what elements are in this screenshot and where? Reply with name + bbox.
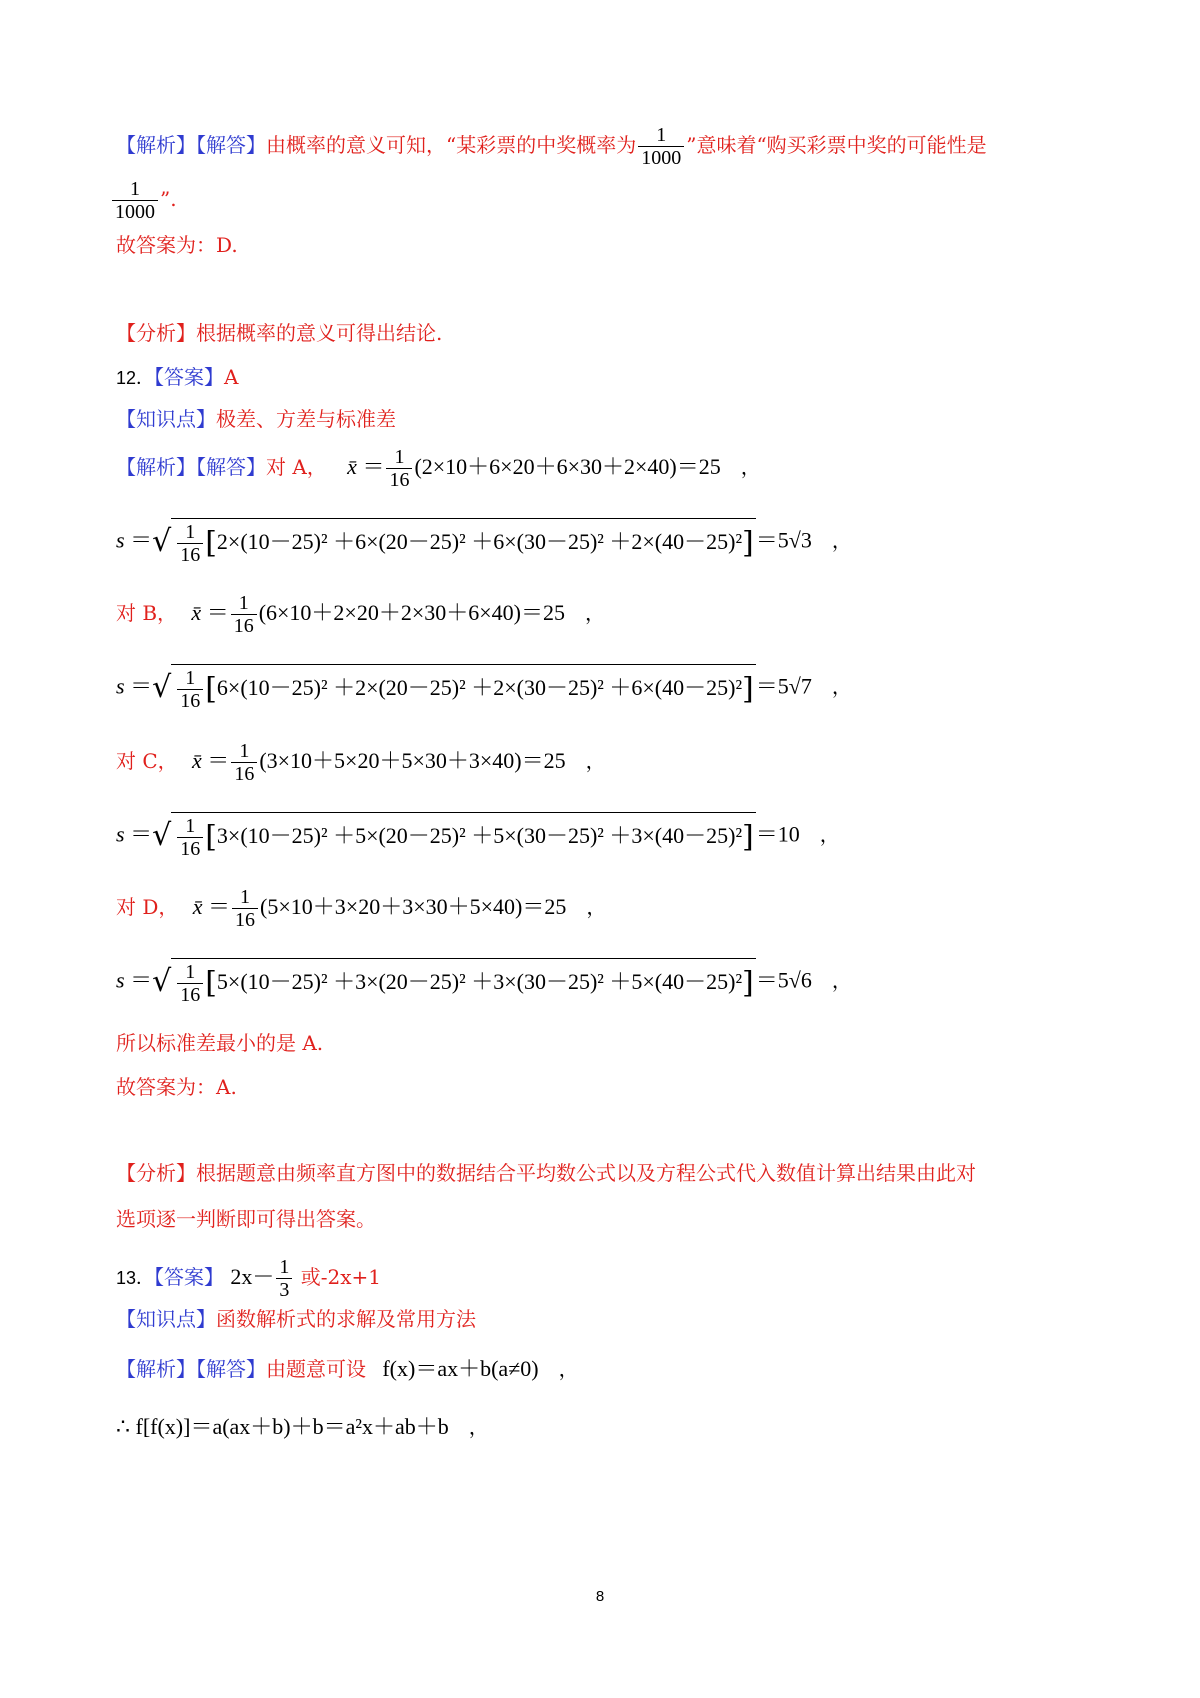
page-number: 8	[595, 1588, 605, 1605]
mean-d-expr: (5×10＋3×20＋3×30＋5×40)＝25	[260, 894, 567, 919]
fenxi-text: 根据概率的意义可得出结论.	[196, 321, 443, 345]
sd-d-expr: 5×(10－25)² ＋3×(20－25)² ＋3×(30－25)² ＋5×(40－25)²	[216, 969, 743, 994]
q12-sd-d: s ＝√ $\frac{1}{16}$ [5×(10－25)² ＋3×(20－25)² ＋3×(30－25)² ＋5×(40－25)²]＝5√6 ，	[116, 958, 1140, 1006]
q12-mean-a: 【解析】【解答】对 A， x̄ ＝ $\frac{1}{16}$ (2×10＋6×20＋6×30＋2×40)＝25 ，	[116, 446, 761, 491]
q11-answer: 故答案为：D.	[116, 233, 238, 257]
sd-c-expr: 3×(10－25)² ＋5×(20－25)² ＋5×(30－25)² ＋3×(40－25)²	[216, 823, 743, 848]
q11-analysis	[116, 320, 1140, 346]
q12-mean-c: 对 C， x̄ ＝ $\frac{1}{16}$ (3×10＋5×20＋5×30＋3×40)＝25 ，	[116, 740, 606, 785]
q12-conclusion: 所以标准差最小的是 A.	[116, 1031, 324, 1055]
knowledge-text: 极差、方差与标准差	[216, 407, 396, 431]
q11-text1: 由概率的意义可知，“某彩票的中奖概率为	[266, 133, 637, 157]
q12-answer-final: 故答案为：A.	[116, 1075, 237, 1099]
q12-mean-d: 对 D， x̄ ＝ $\frac{1}{16}$ (5×10＋3×20＋3×30＋5×40)＝25 ，	[116, 886, 607, 931]
q12-sd-b: s ＝√ $\frac{1}{16}$ [6×(10－25)² ＋2×(20－25)² ＋2×(30－25)² ＋6×(40－25)²]＝5√7 ，	[116, 664, 1140, 712]
q13-number: 13．	[116, 1268, 155, 1288]
q12-mean-b: 对 B， x̄ ＝ $\frac{1}{16}$ (6×10＋2×20＋2×30＋6×40)＝25 ，	[116, 592, 605, 637]
q11-line2	[110, 178, 1140, 223]
q12-knowledge	[116, 406, 1140, 432]
q12-number: 12．	[116, 368, 155, 388]
q13-answer-tail: 或-2x+1	[300, 1265, 382, 1289]
q13-answer-line: 13．【答案】 2x－ $\frac{1}{3}$ 或-2x+1	[116, 1256, 382, 1301]
fraction-1-1000: $\frac{1}{1000}$	[638, 124, 684, 169]
q13-formula1: f(x)＝ax＋b(a≠0)	[382, 1356, 539, 1381]
q12-answer: A	[224, 365, 239, 389]
mean-b-expr: (6×10＋2×20＋2×30＋6×40)＝25	[258, 600, 565, 625]
q12-sd-c: s ＝√ $\frac{1}{16}$ [3×(10－25)² ＋5×(20－25)² ＋5×(30－25)² ＋3×(40－25)²]＝10 ，	[116, 812, 1140, 860]
q13-knowledge: 【知识点】函数解析式的求解及常用方法	[116, 1307, 476, 1331]
q13-answer-lead: 2x－	[230, 1264, 275, 1289]
q12-sd-a: s ＝√ $\frac{1}{16}$ [2×(10－25)² ＋6×(20－25)² ＋6×(30－25)² ＋2×(40－25)²]＝5√3 ，	[116, 518, 1140, 566]
q11-line1	[116, 124, 1140, 169]
mean-c-expr: (3×10＋5×20＋5×30＋3×40)＝25	[259, 748, 566, 773]
fraction-1-1000-b: $\frac{1}{1000}$	[112, 178, 158, 223]
q12-analysis-2: 选项逐一判断即可得出答案。	[116, 1207, 376, 1231]
sd-a-expr: 2×(10－25)² ＋6×(20－25)² ＋6×(30－25)² ＋2×(40－25)²	[216, 529, 743, 554]
q13-formula2: ∴ f[f(x)]＝a(ax＋b)＋b＝a²x＋ab＋b	[116, 1414, 449, 1439]
q12-answer-line	[116, 364, 1140, 391]
fenxi-tag: 【分析】	[116, 321, 196, 345]
q13-jiexi: 【解析】【解答】由题意可设 f(x)＝ax＋b(a≠0) ，	[116, 1356, 579, 1381]
q12-analysis-1: 【分析】根据题意由频率直方图中的数据结合平均数公式以及方程公式代入数值计算出结果由此对	[116, 1161, 976, 1185]
q11-text2: ”意味着“购买彩票中奖的可能性是	[686, 133, 987, 157]
sd-b-expr: 6×(10－25)² ＋2×(20－25)² ＋2×(30－25)² ＋6×(40－25)²	[216, 675, 743, 700]
answer-tag: 【答案】	[154, 365, 225, 389]
q13-derivation: ∴ f[f(x)]＝a(ax＋b)＋b＝a²x＋ab＋b ，	[116, 1414, 489, 1439]
tag-jiexi: 【解析】	[116, 133, 196, 157]
tag-jieda: 【解答】	[196, 133, 266, 157]
q11-text3: ”.	[160, 187, 177, 211]
knowledge-tag: 【知识点】	[116, 407, 216, 431]
mean-a-expr: (2×10＋6×20＋6×30＋2×40)＝25	[414, 454, 721, 479]
